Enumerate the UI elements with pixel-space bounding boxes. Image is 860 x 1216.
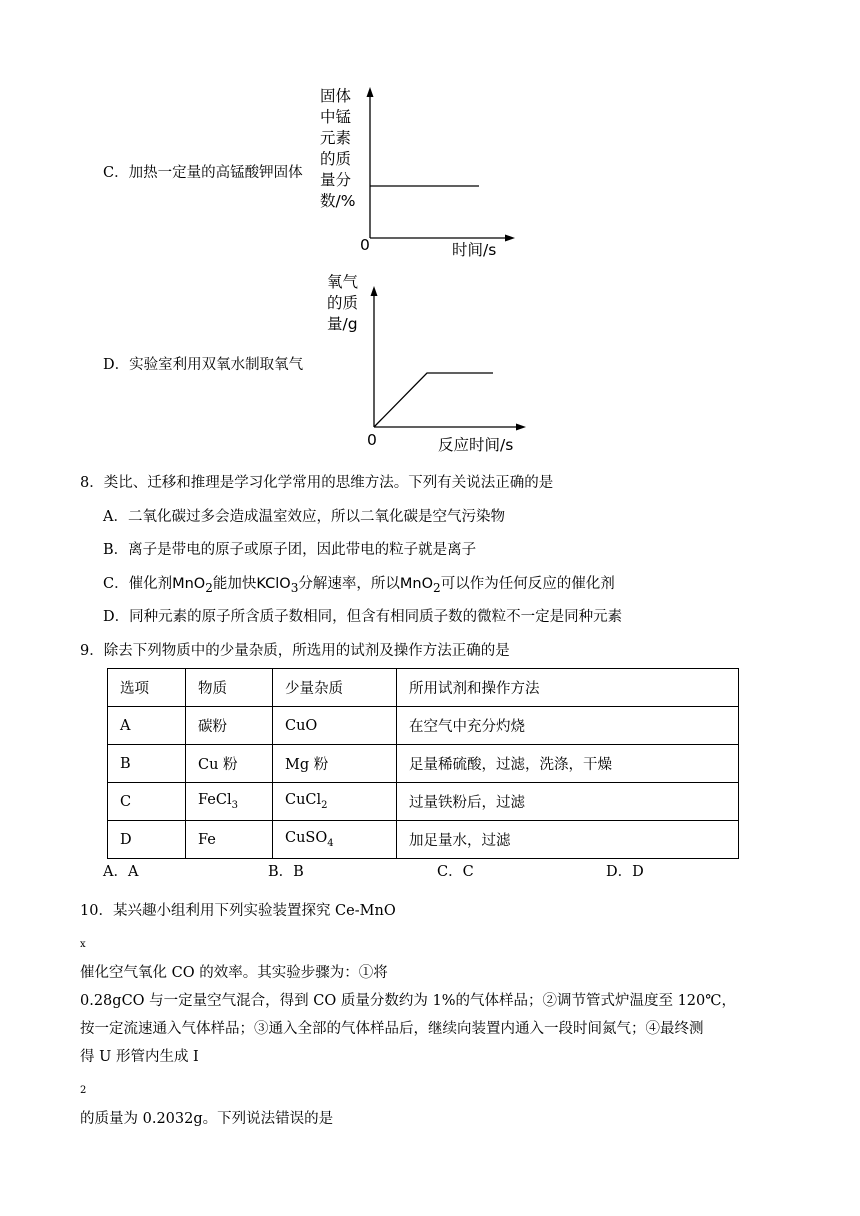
q8-option-b: B．离子是带电的原子或原子团，因此带电的粒子就是离子	[103, 542, 477, 558]
graph-d-x-arrow	[516, 424, 526, 431]
q7-option-c: C．加热一定量的高锰酸钾固体	[103, 165, 303, 181]
header-substance: 物质	[186, 669, 273, 707]
graph-c-x-arrow	[505, 235, 515, 242]
graph-d-x-axis-label: 反应时间/s	[438, 436, 514, 454]
header-impurity: 少量杂质	[273, 669, 397, 707]
graph-c-origin: 0	[360, 236, 370, 254]
graph-c-y-axis-label: 固体 中锰 元素 的质 量分 数/%	[320, 87, 356, 210]
table-row: A 碳粉 CuO 在空气中充分灼烧	[108, 707, 739, 745]
q9-table	[107, 668, 739, 859]
table-row: B Cu 粉 Mg 粉 足量稀硫酸，过滤，洗涤，干燥	[108, 745, 739, 783]
q9-stem: 9．除去下列物质中的少量杂质，所选用的试剂及操作方法正确的是	[80, 643, 510, 659]
q8-option-d: D．同种元素的原子所含质子数相同，但含有相同质子数的微粒不一定是同种元素	[103, 609, 623, 625]
table-header-row	[108, 669, 739, 707]
header-option: 选项	[108, 669, 186, 707]
q8-option-a: A．二氧化碳过多会造成温室效应，所以二氧化碳是空气污染物	[103, 509, 505, 525]
graph-d-y-arrow	[371, 286, 378, 296]
q9-choice-d: D．D	[606, 864, 644, 880]
q8-stem: 8．类比、迁移和推理是学习化学常用的思维方法。下列有关说法正确的是	[80, 475, 554, 491]
graph-d-origin: 0	[367, 431, 377, 449]
graph-d	[366, 284, 531, 434]
header-method: 所用试剂和操作方法	[397, 669, 739, 707]
q8-option-c: C．催化剂MnO$_2$能加快KClO$_3$分解速率，所以MnO$_2$可以作为任何反应的催化剂	[103, 576, 615, 595]
graph-d-y-axis-label: 氧气 的质 量/g	[327, 273, 359, 333]
q10-line-4: 得 U 形管内生成 I $_2$ 的质量为 0.2032g。下列说法错误的是	[80, 1048, 334, 1127]
graph-c-y-arrow	[367, 87, 374, 97]
q10-stem	[80, 897, 780, 1133]
table-row: D Fe CuSO$_4$ 加足量水，过滤	[108, 821, 739, 859]
graph-c-x-axis-label: 时间/s	[452, 241, 497, 259]
q10-line-1: 10．某兴趣小组利用下列实验装置探究 Ce-MnO $_x$ 催化空气氧化 CO 的效率。其实验步骤为：①将	[80, 903, 396, 981]
q7-option-d: D．实验室利用双氧水制取氧气	[103, 357, 304, 373]
q9-choice-b: B．B	[268, 864, 304, 880]
q10-line-3: 按一定流速通入气体样品；③通入全部的气体样品后，继续向装置内通入一段时间氮气；④最终测	[80, 1020, 704, 1037]
q9-choice-c: C．C	[437, 864, 474, 880]
q10-line-2: 0.28gCO 与一定量空气混合，得到 CO 质量分数约为 1%的气体样品；②调节管式炉温度至 120℃，	[80, 992, 736, 1009]
q9-choice-a: A．A	[103, 864, 139, 880]
table-row: C FeCl$_3$ CuCl$_2$ 过量铁粉后，过滤	[108, 783, 739, 821]
graph-d-curve	[374, 373, 493, 427]
graph-c	[360, 85, 520, 245]
